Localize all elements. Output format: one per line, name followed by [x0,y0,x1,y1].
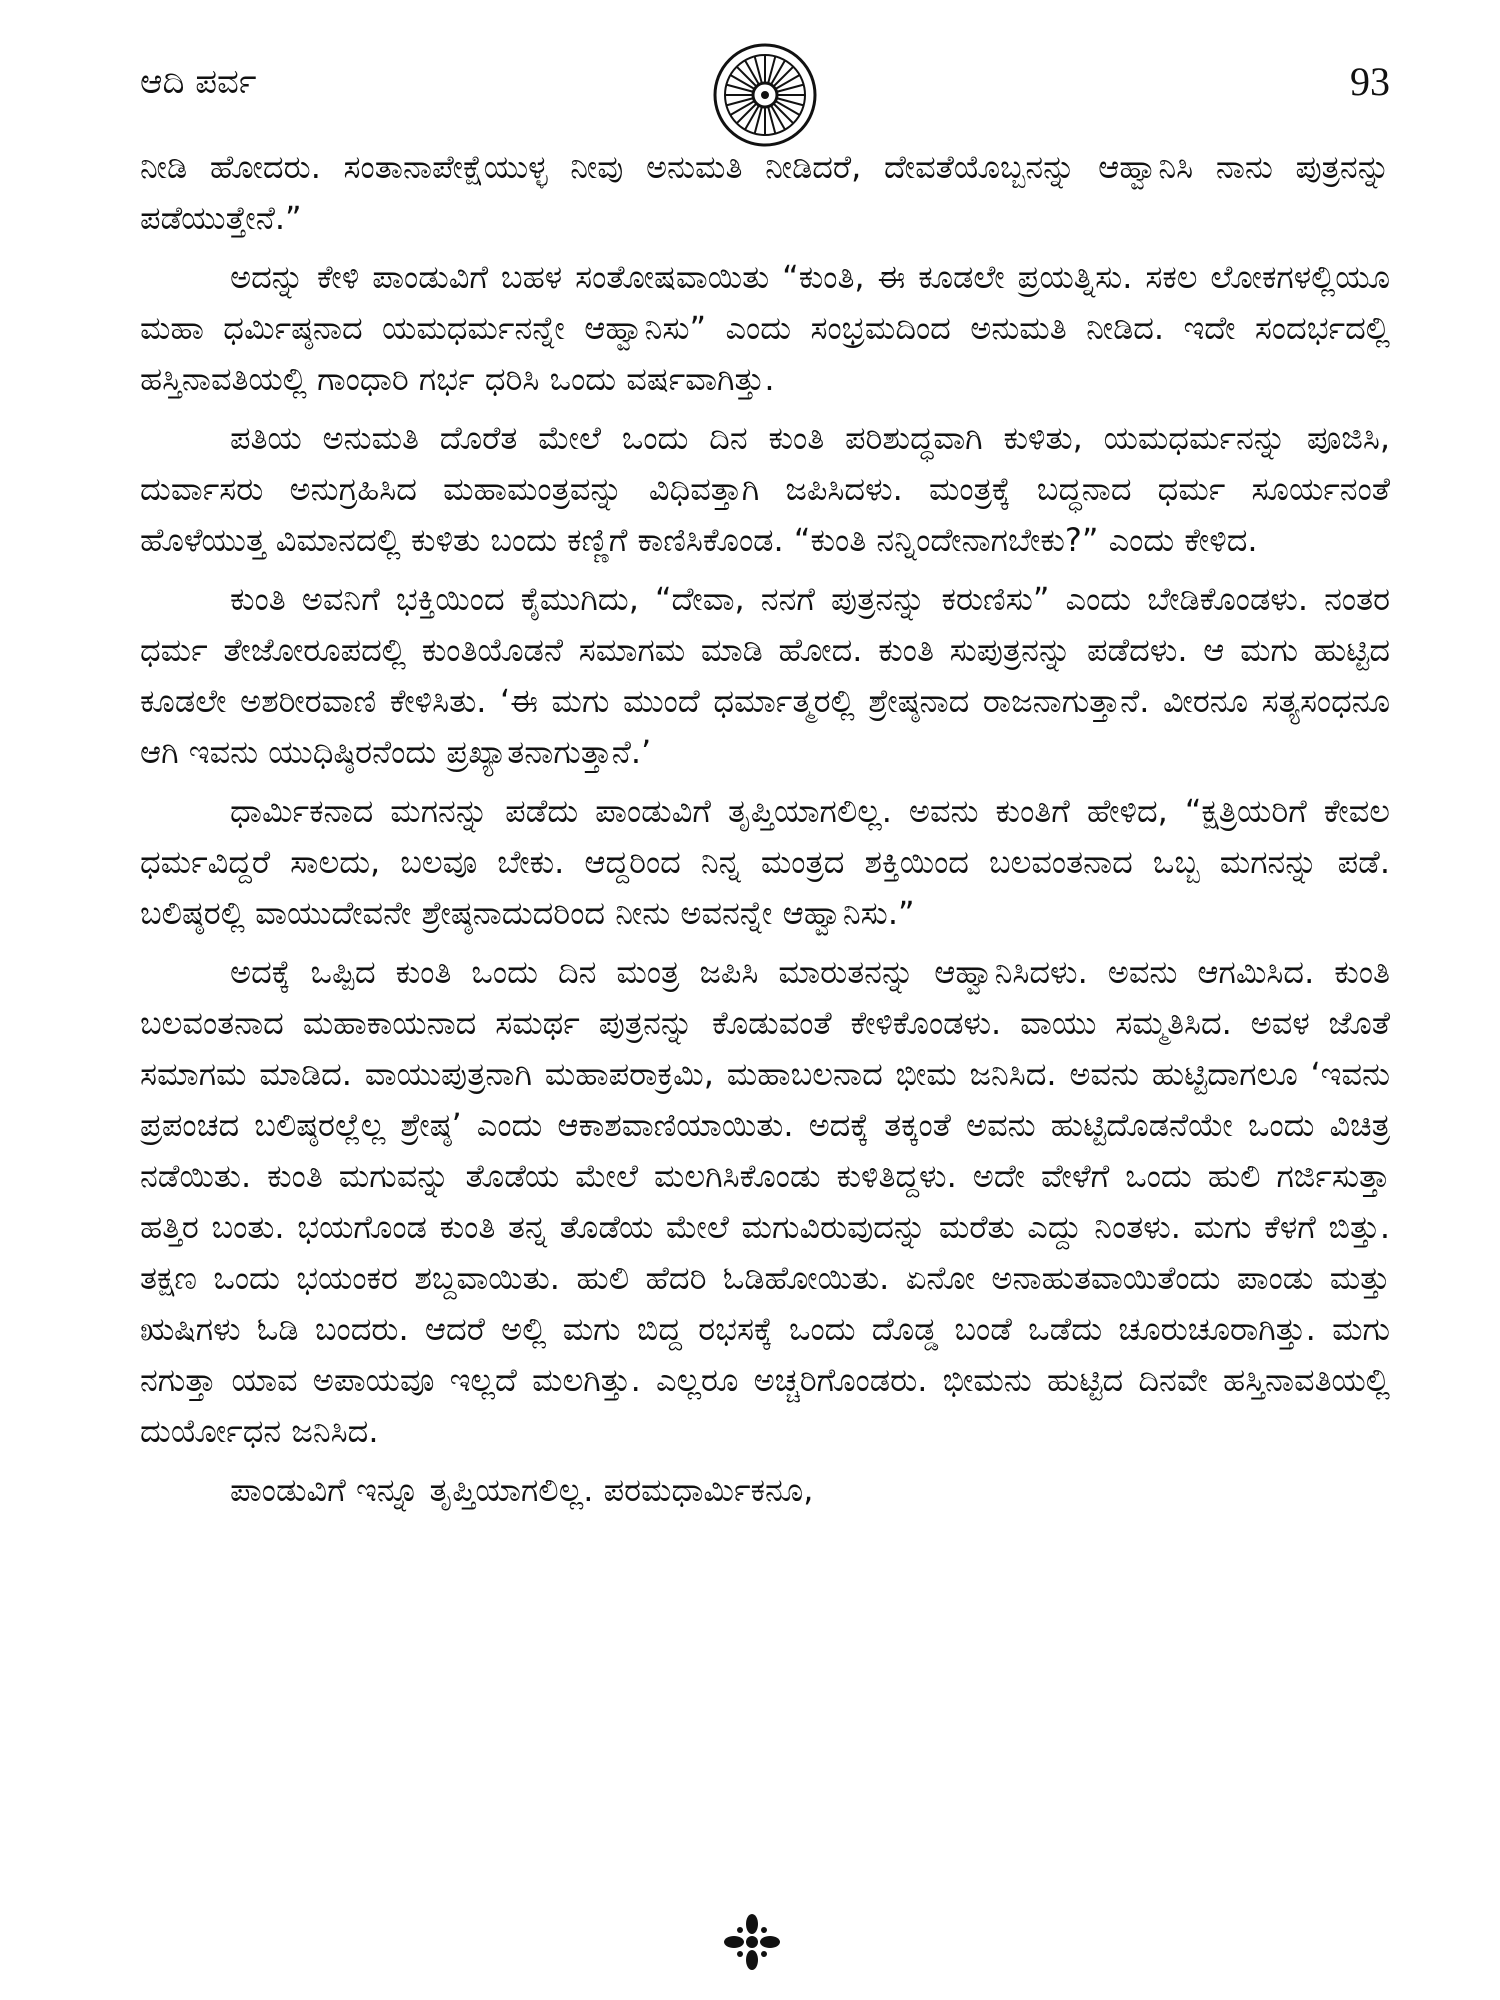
paragraph: ಅದಕ್ಕೆ ಒಪ್ಪಿದ ಕುಂತಿ ಒಂದು ದಿನ ಮಂತ್ರ ಜಪಿಸಿ ಮಾರುತನನ್ನು ಆಹ್ವಾನಿಸಿದಳು. ಅವನು ಆಗಮಿಸಿದ. ಕುಂತಿ ಬಲವಂತನಾದ ಮಹಾಕಾಯನಾದ ಸಮರ್ಥ ಪುತ್ರನನ್ನು ಕೊಡುವಂತೆ ಕೇಳಿಕೊಂಡಳು. ವಾಯು ಸಮ್ಮತಿಸಿದ. ಅವಳ ಜೊತೆ ಸಮಾಗಮ ಮಾಡಿದ. ವಾಯುಪುತ್ರನಾಗಿ ಮಹಾಪರಾಕ್ರಮಿ, ಮಹಾಬಲನಾದ ಭೀಮ ಜನಿಸಿದ. ಅವನು ಹುಟ್ಟಿದಾಗಲೂ ‘ಇವನು ಪ್ರಪಂಚದ ಬಲಿಷ್ಠರಲ್ಲೆಲ್ಲ ಶ್ರೇಷ್ಠ’ ಎಂದು ಆಕಾಶವಾಣಿಯಾಯಿತು. ಅದಕ್ಕೆ ತಕ್ಕಂತೆ ಅವನು ಹುಟ್ಟಿದೊಡನೆಯೇ ಒಂದು ವಿಚಿತ್ರ ನಡೆಯಿತು. ಕುಂತಿ ಮಗುವನ್ನು ತೊಡೆಯ ಮೇಲೆ ಮಲಗಿಸಿಕೊಂಡು ಕುಳಿತಿದ್ದಳು. ಅದೇ ವೇಳೆಗೆ ಒಂದು ಹುಲಿ ಗರ್ಜಿಸುತ್ತಾ ಹತ್ತಿರ ಬಂತು. ಭಯಗೊಂಡ ಕುಂತಿ ತನ್ನ ತೊಡೆಯ ಮೇಲೆ ಮಗುವಿರುವುದನ್ನು ಮರೆತು ಎದ್ದು ನಿಂತಳು. ಮಗು ಕೆಳಗೆ ಬಿತ್ತು. ತಕ್ಷಣ ಒಂದು ಭಯಂಕರ ಶಬ್ದವಾಯಿತು. ಹುಲಿ ಹೆದರಿ ಓಡಿಹೋಯಿತು. ಏನೋ ಅನಾಹುತವಾಯಿತೆಂದು ಪಾಂಡು ಮತ್ತು ಋಷಿಗಳು ಓಡಿ ಬಂದರು. ಆದರೆ ಅಲ್ಲಿ ಮಗು ಬಿದ್ದ ರಭಸಕ್ಕೆ ಒಂದು ದೊಡ್ಡ ಬಂಡೆ ಒಡೆದು ಚೂರುಚೂರಾಗಿತ್ತು. ಮಗು ನಗುತ್ತಾ ಯಾವ ಅಪಾಯವೂ ಇಲ್ಲದೆ ಮಲಗಿತ್ತು. ಎಲ್ಲರೂ ಅಚ್ಚರಿಗೊಂಡರು. ಭೀಮನು ಹುಟ್ಟಿದ ದಿನವೇ ಹಸ್ತಿನಾವತಿಯಲ್ಲಿ ದುರ್ಯೋಧನ ಜನಿಸಿದ. [140,953,1390,1450]
paragraph: ನೀಡಿ ಹೋದರು. ಸಂತಾನಾಪೇಕ್ಷೆಯುಳ್ಳ ನೀವು ಅನುಮತಿ ನೀಡಿದರೆ, ದೇವತೆಯೊಬ್ಬನನ್ನು ಆಹ್ವಾನಿಸಿ ನಾನು ಪುತ್ರನನ್ನು ಪಡೆಯುತ್ತೇನೆ.” [140,148,1390,237]
paragraph: ಅದನ್ನು ಕೇಳಿ ಪಾಂಡುವಿಗೆ ಬಹಳ ಸಂತೋಷವಾಯಿತು “ಕುಂತಿ, ಈ ಕೂಡಲೇ ಪ್ರಯತ್ನಿಸು. ಸಕಲ ಲೋಕಗಳಲ್ಲಿಯೂ ಮಹಾ ಧರ್ಮಿಷ್ಠನಾದ ಯಮಧರ್ಮನನ್ನೇ ಆಹ್ವಾನಿಸು” ಎಂದು ಸಂಭ್ರಮದಿಂದ ಅನುಮತಿ ನೀಡಿದ. ಇದೇ ಸಂದರ್ಭದಲ್ಲಿ ಹಸ್ತಿನಾವತಿಯಲ್ಲಿ ಗಾಂಧಾರಿ ಗರ್ಭ ಧರಿಸಿ ಒಂದು ವರ್ಷವಾಗಿತ್ತು. [140,258,1390,398]
paragraph: ಪತಿಯ ಅನುಮತಿ ದೊರೆತ ಮೇಲೆ ಒಂದು ದಿನ ಕುಂತಿ ಪರಿಶುದ್ಧವಾಗಿ ಕುಳಿತು, ಯಮಧರ್ಮನನ್ನು ಪೂಜಿಸಿ, ದುರ್ವಾಸರು ಅನುಗ್ರಹಿಸಿದ ಮಹಾಮಂತ್ರವನ್ನು ವಿಧಿವತ್ತಾಗಿ ಜಪಿಸಿದಳು. ಮಂತ್ರಕ್ಕೆ ಬದ್ಧನಾದ ಧರ್ಮ ಸೂರ್ಯನಂತೆ ಹೊಳೆಯುತ್ತ ವಿಮಾನದಲ್ಲಿ ಕುಳಿತು ಬಂದು ಕಣ್ಣಿಗೆ ಕಾಣಿಸಿಕೊಂಡ. “ಕುಂತಿ ನನ್ನಿಂದೇನಾಗಬೇಕು?” ಎಂದು ಕೇಳಿದ. [140,419,1390,559]
running-title: ಆದಿ ಪರ್ವ [140,62,257,102]
chakra-wheel-icon [710,40,820,150]
page-header [140,40,1390,140]
paragraph: ಕುಂತಿ ಅವನಿಗೆ ಭಕ್ತಿಯಿಂದ ಕೈಮುಗಿದು, “ದೇವಾ, ನನಗೆ ಪುತ್ರನನ್ನು ಕರುಣಿಸು” ಎಂದು ಬೇಡಿಕೊಂಡಳು. ನಂತರ ಧರ್ಮ ತೇಜೋರೂಪದಲ್ಲಿ ಕುಂತಿಯೊಡನೆ ಸಮಾಗಮ ಮಾಡಿ ಹೋದ. ಕುಂತಿ ಸುಪುತ್ರನನ್ನು ಪಡೆದಳು. ಆ ಮಗು ಹುಟ್ಟಿದ ಕೂಡಲೇ ಅಶರೀರವಾಣಿ ಕೇಳಿಸಿತು. ‘ಈ ಮಗು ಮುಂದೆ ಧರ್ಮಾತ್ಮರಲ್ಲಿ ಶ್ರೇಷ್ಠನಾದ ರಾಜನಾಗುತ್ತಾನೆ. ವೀರನೂ ಸತ್ಯಸಂಧನೂ ಆಗಿ ಇವನು ಯುಧಿಷ್ಠಿರನೆಂದು ಪ್ರಖ್ಯಾತನಾಗುತ್ತಾನೆ.’ [140,580,1390,771]
paragraph: ಧಾರ್ಮಿಕನಾದ ಮಗನನ್ನು ಪಡೆದು ಪಾಂಡುವಿಗೆ ತೃಪ್ತಿಯಾಗಲಿಲ್ಲ. ಅವನು ಕುಂತಿಗೆ ಹೇಳಿದ, “ಕ್ಷತ್ರಿಯರಿಗೆ ಕೇವಲ ಧರ್ಮವಿದ್ದರೆ ಸಾಲದು, ಬಲವೂ ಬೇಕು. ಆದ್ದರಿಂದ ನಿನ್ನ ಮಂತ್ರದ ಶಕ್ತಿಯಿಂದ ಬಲವಂತನಾದ ಒಬ್ಬ ಮಗನನ್ನು ಪಡೆ. ಬಲಿಷ್ಠರಲ್ಲಿ ವಾಯುದೇವನೇ ಶ್ರೇಷ್ಠನಾದುದರಿಂದ ನೀನು ಅವನನ್ನೇ ಆಹ್ವಾನಿಸು.” [140,792,1390,932]
page-body [140,142,1390,1902]
page-number: 93 [1350,59,1390,104]
floral-ornament-icon [722,1912,782,1972]
paragraph: ಪಾಂಡುವಿಗೆ ಇನ್ನೂ ತೃಪ್ತಿಯಾಗಲಿಲ್ಲ. ಪರಮಧಾರ್ಮಿಕನೂ, [230,1471,814,1509]
